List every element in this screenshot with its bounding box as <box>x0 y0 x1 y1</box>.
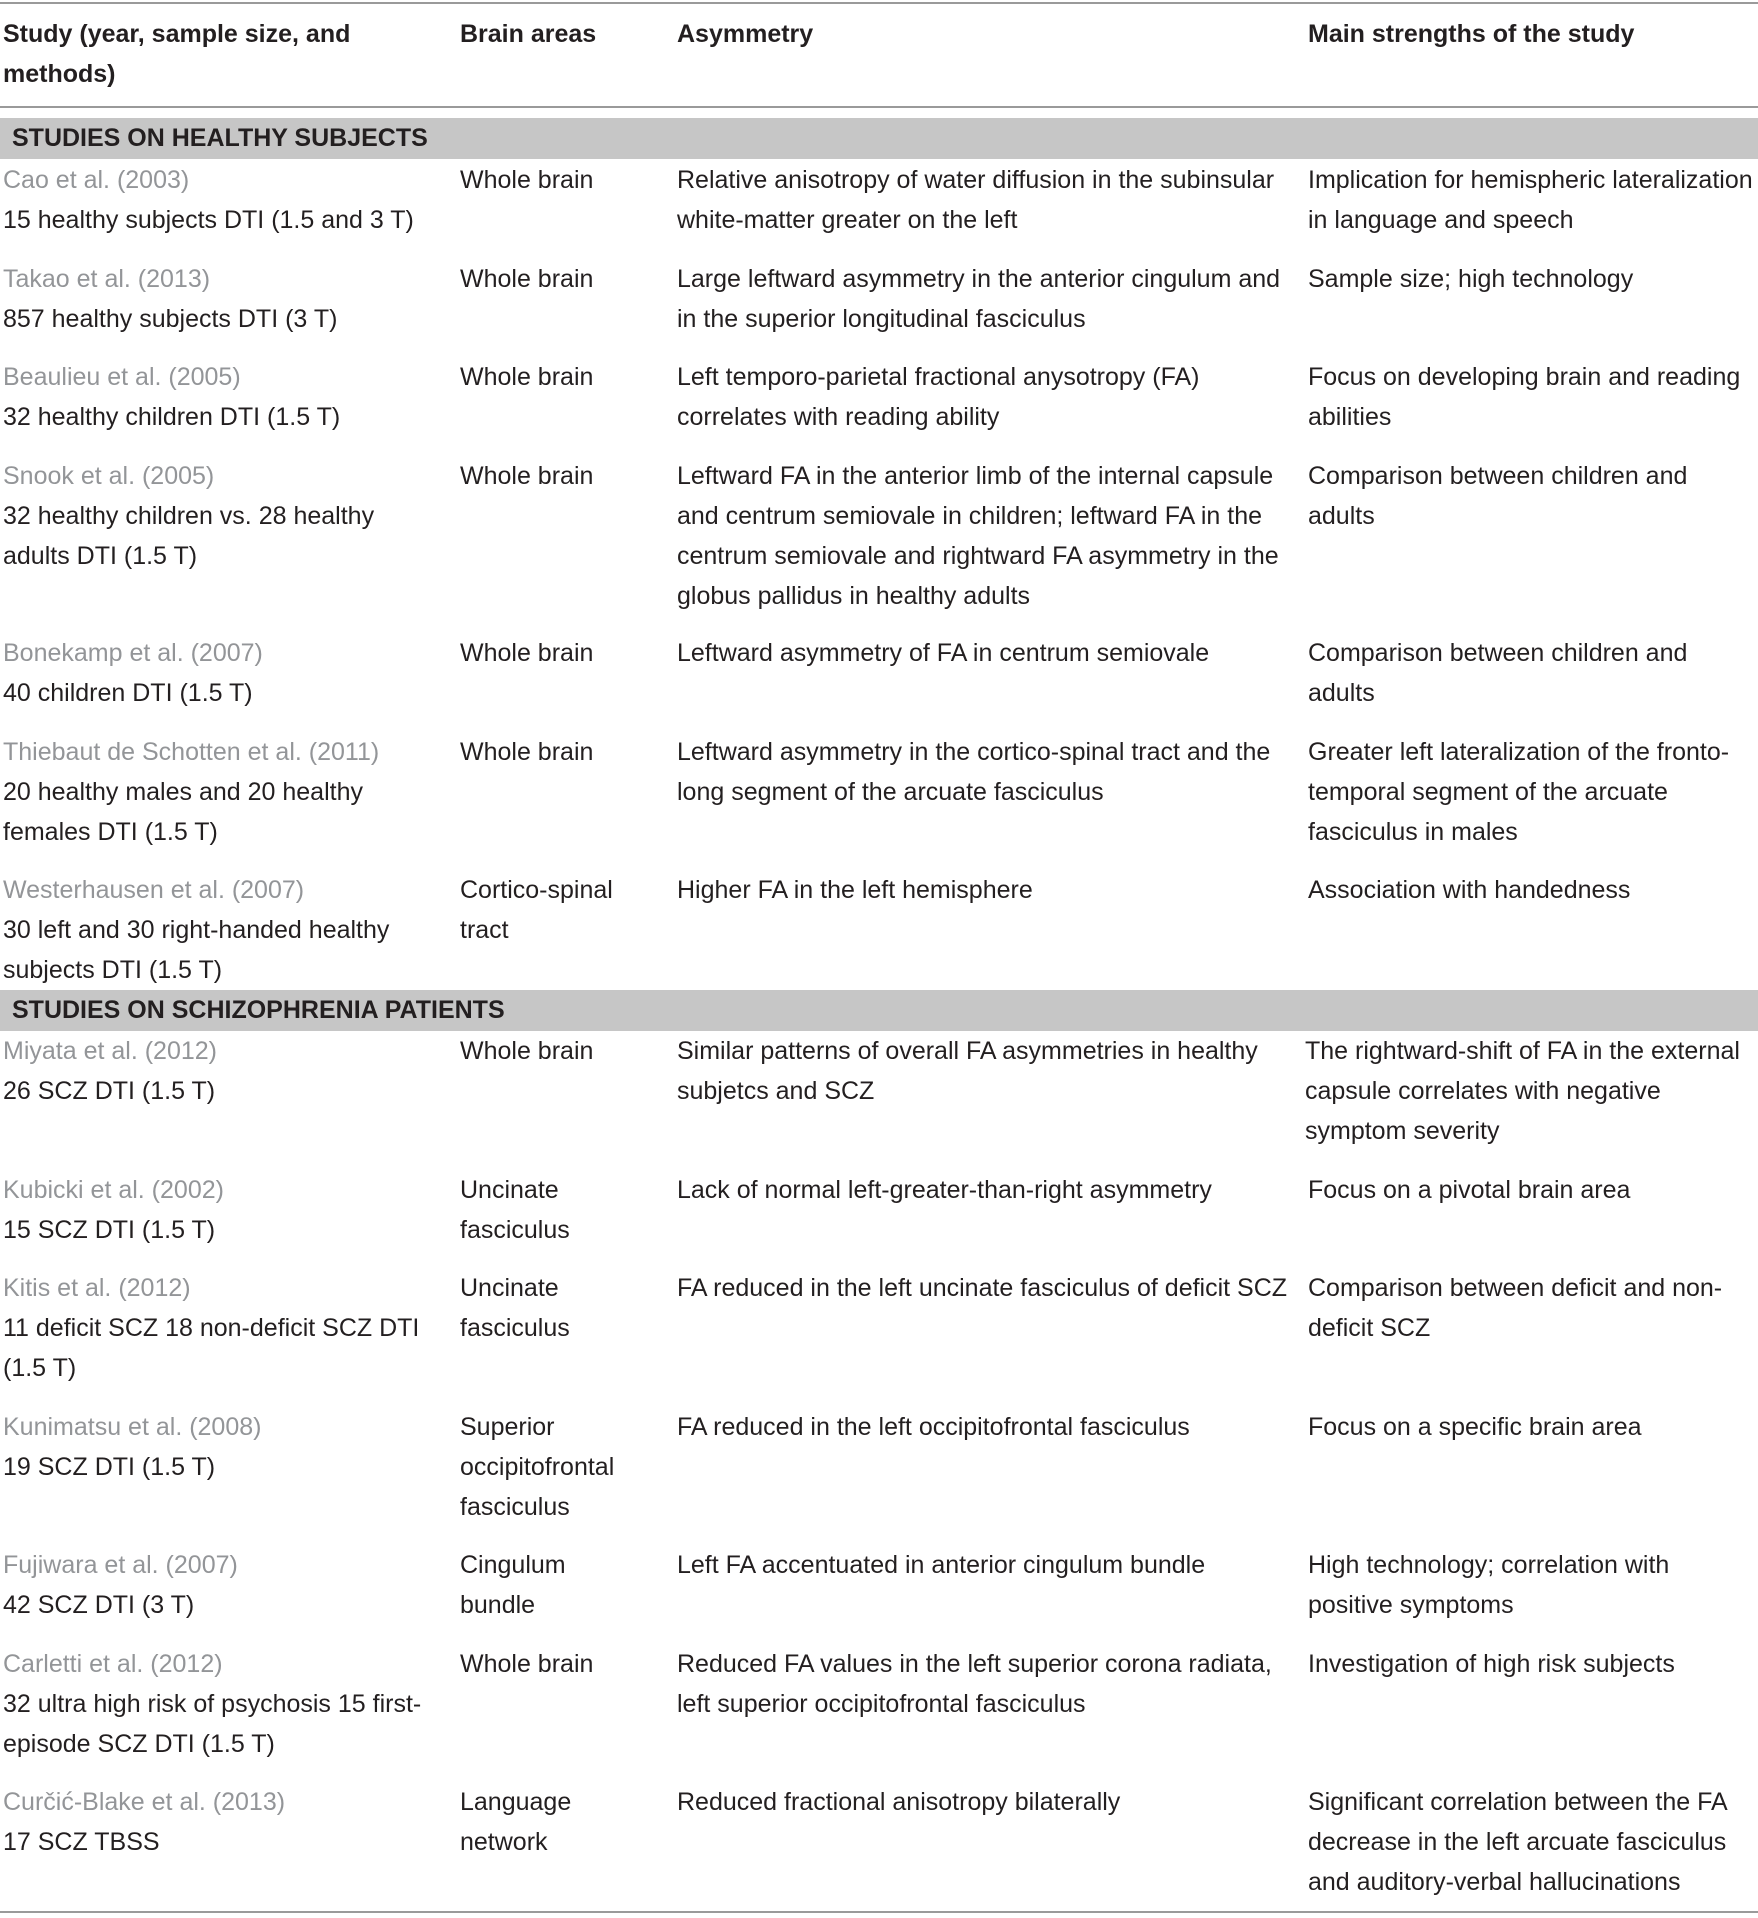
strengths-cell: The rightward-shift of FA in the external capsule correlates with negative symptom severity <box>1305 1037 1740 1145</box>
brain-area-cell: Whole brain <box>460 639 594 667</box>
citation: Fujiwara et al. (2007) <box>3 1551 238 1579</box>
asymmetry-cell: FA reduced in the left uncinate fasciculus of deficit SCZ <box>677 1274 1288 1302</box>
study-details: 857 healthy subjects DTI (3 T) <box>3 305 338 333</box>
asymmetry-cell: Left temporo-parietal fractional anysotropy (FA) correlates with reading ability <box>677 363 1200 431</box>
citation: Miyata et al. (2012) <box>3 1037 217 1065</box>
study-details: 26 SCZ DTI (1.5 T) <box>3 1077 216 1105</box>
brain-area-cell: Language network <box>460 1788 572 1856</box>
citation: Takao et al. (2013) <box>3 265 211 293</box>
section-header-schizophrenia <box>0 990 1758 1031</box>
study-details: 32 healthy children DTI (1.5 T) <box>3 403 341 431</box>
citation: Snook et al. (2005) <box>3 462 215 490</box>
section-title: STUDIES ON HEALTHY SUBJECTS <box>12 124 428 152</box>
asymmetry-cell: Lack of normal left-greater-than-right asymmetry <box>677 1176 1212 1204</box>
asymmetry-cell: Leftward asymmetry of FA in centrum semiovale <box>677 639 1210 667</box>
strengths-cell: Focus on developing brain and reading abilities <box>1308 363 1741 431</box>
header-study: Study (year, sample size, and methods) <box>3 20 351 88</box>
asymmetry-cell: Relative anisotropy of water diffusion in the subinsular white-matter greater on the left <box>677 166 1275 234</box>
study-details: 32 healthy children vs. 28 healthy adults DTI (1.5 T) <box>3 502 375 570</box>
study-details: 11 deficit SCZ 18 non-deficit SCZ DTI (1.5 T) <box>3 1314 420 1382</box>
study-cell <box>3 1545 443 1625</box>
strengths-cell: Association with handedness <box>1308 876 1631 904</box>
study-cell <box>3 1268 443 1388</box>
asymmetry-cell: Large leftward asymmetry in the anterior cingulum and in the superior longitudinal fasciculus <box>677 265 1281 333</box>
strengths-cell: Investigation of high risk subjects <box>1308 1650 1675 1678</box>
citation: Westerhausen et al. (2007) <box>3 876 305 904</box>
study-details: 40 children DTI (1.5 T) <box>3 679 253 707</box>
citation: Kubicki et al. (2002) <box>3 1176 224 1204</box>
strengths-cell: Comparison between children and adults <box>1308 462 1688 530</box>
citation: Carletti et al. (2012) <box>3 1650 223 1678</box>
bottom-rule <box>0 1911 1758 1913</box>
brain-area-cell: Whole brain <box>460 363 594 391</box>
study-details: 42 SCZ DTI (3 T) <box>3 1591 195 1619</box>
study-cell <box>3 633 443 713</box>
brain-area-cell: Uncinate fasciculus <box>460 1274 570 1342</box>
citation: Cao et al. (2003) <box>3 166 190 194</box>
study-cell <box>3 870 443 990</box>
strengths-cell: Significant correlation between the FA decrease in the left arcuate fasciculus and auditory-verbal hallucinations <box>1308 1788 1727 1896</box>
section-header-healthy <box>0 118 1758 159</box>
strengths-cell: Comparison between deficit and non-deficit SCZ <box>1308 1274 1723 1342</box>
study-cell <box>3 1031 443 1111</box>
strengths-cell: Focus on a specific brain area <box>1308 1413 1642 1441</box>
study-details: 15 healthy subjects DTI (1.5 and 3 T) <box>3 206 414 234</box>
study-details: 19 SCZ DTI (1.5 T) <box>3 1453 216 1481</box>
citation: Bonekamp et al. (2007) <box>3 639 263 667</box>
top-rule <box>0 2 1758 4</box>
brain-area-cell: Superior occipitofrontal fasciculus <box>460 1413 615 1521</box>
brain-area-cell: Whole brain <box>460 738 594 766</box>
strengths-cell: Sample size; high technology <box>1308 265 1634 293</box>
strengths-cell: Focus on a pivotal brain area <box>1308 1176 1631 1204</box>
asymmetry-cell: Reduced fractional anisotropy bilaterally <box>677 1788 1121 1816</box>
asymmetry-cell: Leftward FA in the anterior limb of the internal capsule and centrum semiovale in children; leftward FA in the centrum semiovale and rightward FA asymmetry in the globus pallidus in healthy adults <box>677 462 1279 610</box>
strengths-cell: High technology; correlation with positive symptoms <box>1308 1551 1670 1619</box>
asymmetry-cell: FA reduced in the left occipitofrontal fasciculus <box>677 1413 1190 1441</box>
study-cell <box>3 1644 443 1764</box>
study-cell <box>3 160 443 240</box>
citation: Kitis et al. (2012) <box>3 1274 191 1302</box>
study-cell <box>3 732 443 852</box>
brain-area-cell: Whole brain <box>460 1650 594 1678</box>
study-cell <box>3 357 443 437</box>
asymmetry-cell: Similar patterns of overall FA asymmetries in healthy subjetcs and SCZ <box>677 1037 1258 1105</box>
brain-area-cell: Uncinate fasciculus <box>460 1176 570 1244</box>
citation: Kunimatsu et al. (2008) <box>3 1413 262 1441</box>
study-cell <box>3 1782 443 1862</box>
study-details: 20 healthy males and 20 healthy females DTI (1.5 T) <box>3 778 363 846</box>
asymmetry-cell: Higher FA in the left hemisphere <box>677 876 1033 904</box>
study-details: 15 SCZ DTI (1.5 T) <box>3 1216 216 1244</box>
strengths-cell: Implication for hemispheric lateralization in language and speech <box>1308 166 1753 234</box>
strengths-cell: Comparison between children and adults <box>1308 639 1688 707</box>
citation: Thiebaut de Schotten et al. (2011) <box>3 738 380 766</box>
asymmetry-cell: Left FA accentuated in anterior cingulum bundle <box>677 1551 1206 1579</box>
study-cell <box>3 456 443 576</box>
brain-area-cell: Cingulum bundle <box>460 1551 566 1619</box>
study-cell <box>3 1407 443 1487</box>
brain-area-cell: Whole brain <box>460 166 594 194</box>
header-rule <box>0 106 1758 108</box>
brain-area-cell: Cortico-spinal tract <box>460 876 613 944</box>
study-details: 32 ultra high risk of psychosis 15 first-episode SCZ DTI (1.5 T) <box>3 1690 422 1758</box>
table-header <box>0 14 1758 114</box>
brain-area-cell: Whole brain <box>460 265 594 293</box>
strengths-cell: Greater left lateralization of the fronto-temporal segment of the arcuate fasciculus in males <box>1308 738 1730 846</box>
header-asymmetry: Asymmetry <box>677 20 814 48</box>
study-cell <box>3 259 443 339</box>
header-strengths: Main strengths of the study <box>1308 20 1635 48</box>
section-title: STUDIES ON SCHIZOPHRENIA PATIENTS <box>12 996 505 1024</box>
brain-area-cell: Whole brain <box>460 462 594 490</box>
asymmetry-cell: Leftward asymmetry in the cortico-spinal tract and the long segment of the arcuate fasciculus <box>677 738 1271 806</box>
brain-area-cell: Whole brain <box>460 1037 594 1065</box>
study-details: 17 SCZ TBSS <box>3 1828 160 1856</box>
citation: Beaulieu et al. (2005) <box>3 363 241 391</box>
asymmetry-cell: Reduced FA values in the left superior corona radiata, left superior occipitofrontal fasciculus <box>677 1650 1272 1718</box>
header-brain-areas: Brain areas <box>460 20 597 48</box>
study-cell <box>3 1170 443 1250</box>
study-details: 30 left and 30 right-handed healthy subjects DTI (1.5 T) <box>3 916 390 984</box>
citation: Curčić-Blake et al. (2013) <box>3 1788 286 1816</box>
